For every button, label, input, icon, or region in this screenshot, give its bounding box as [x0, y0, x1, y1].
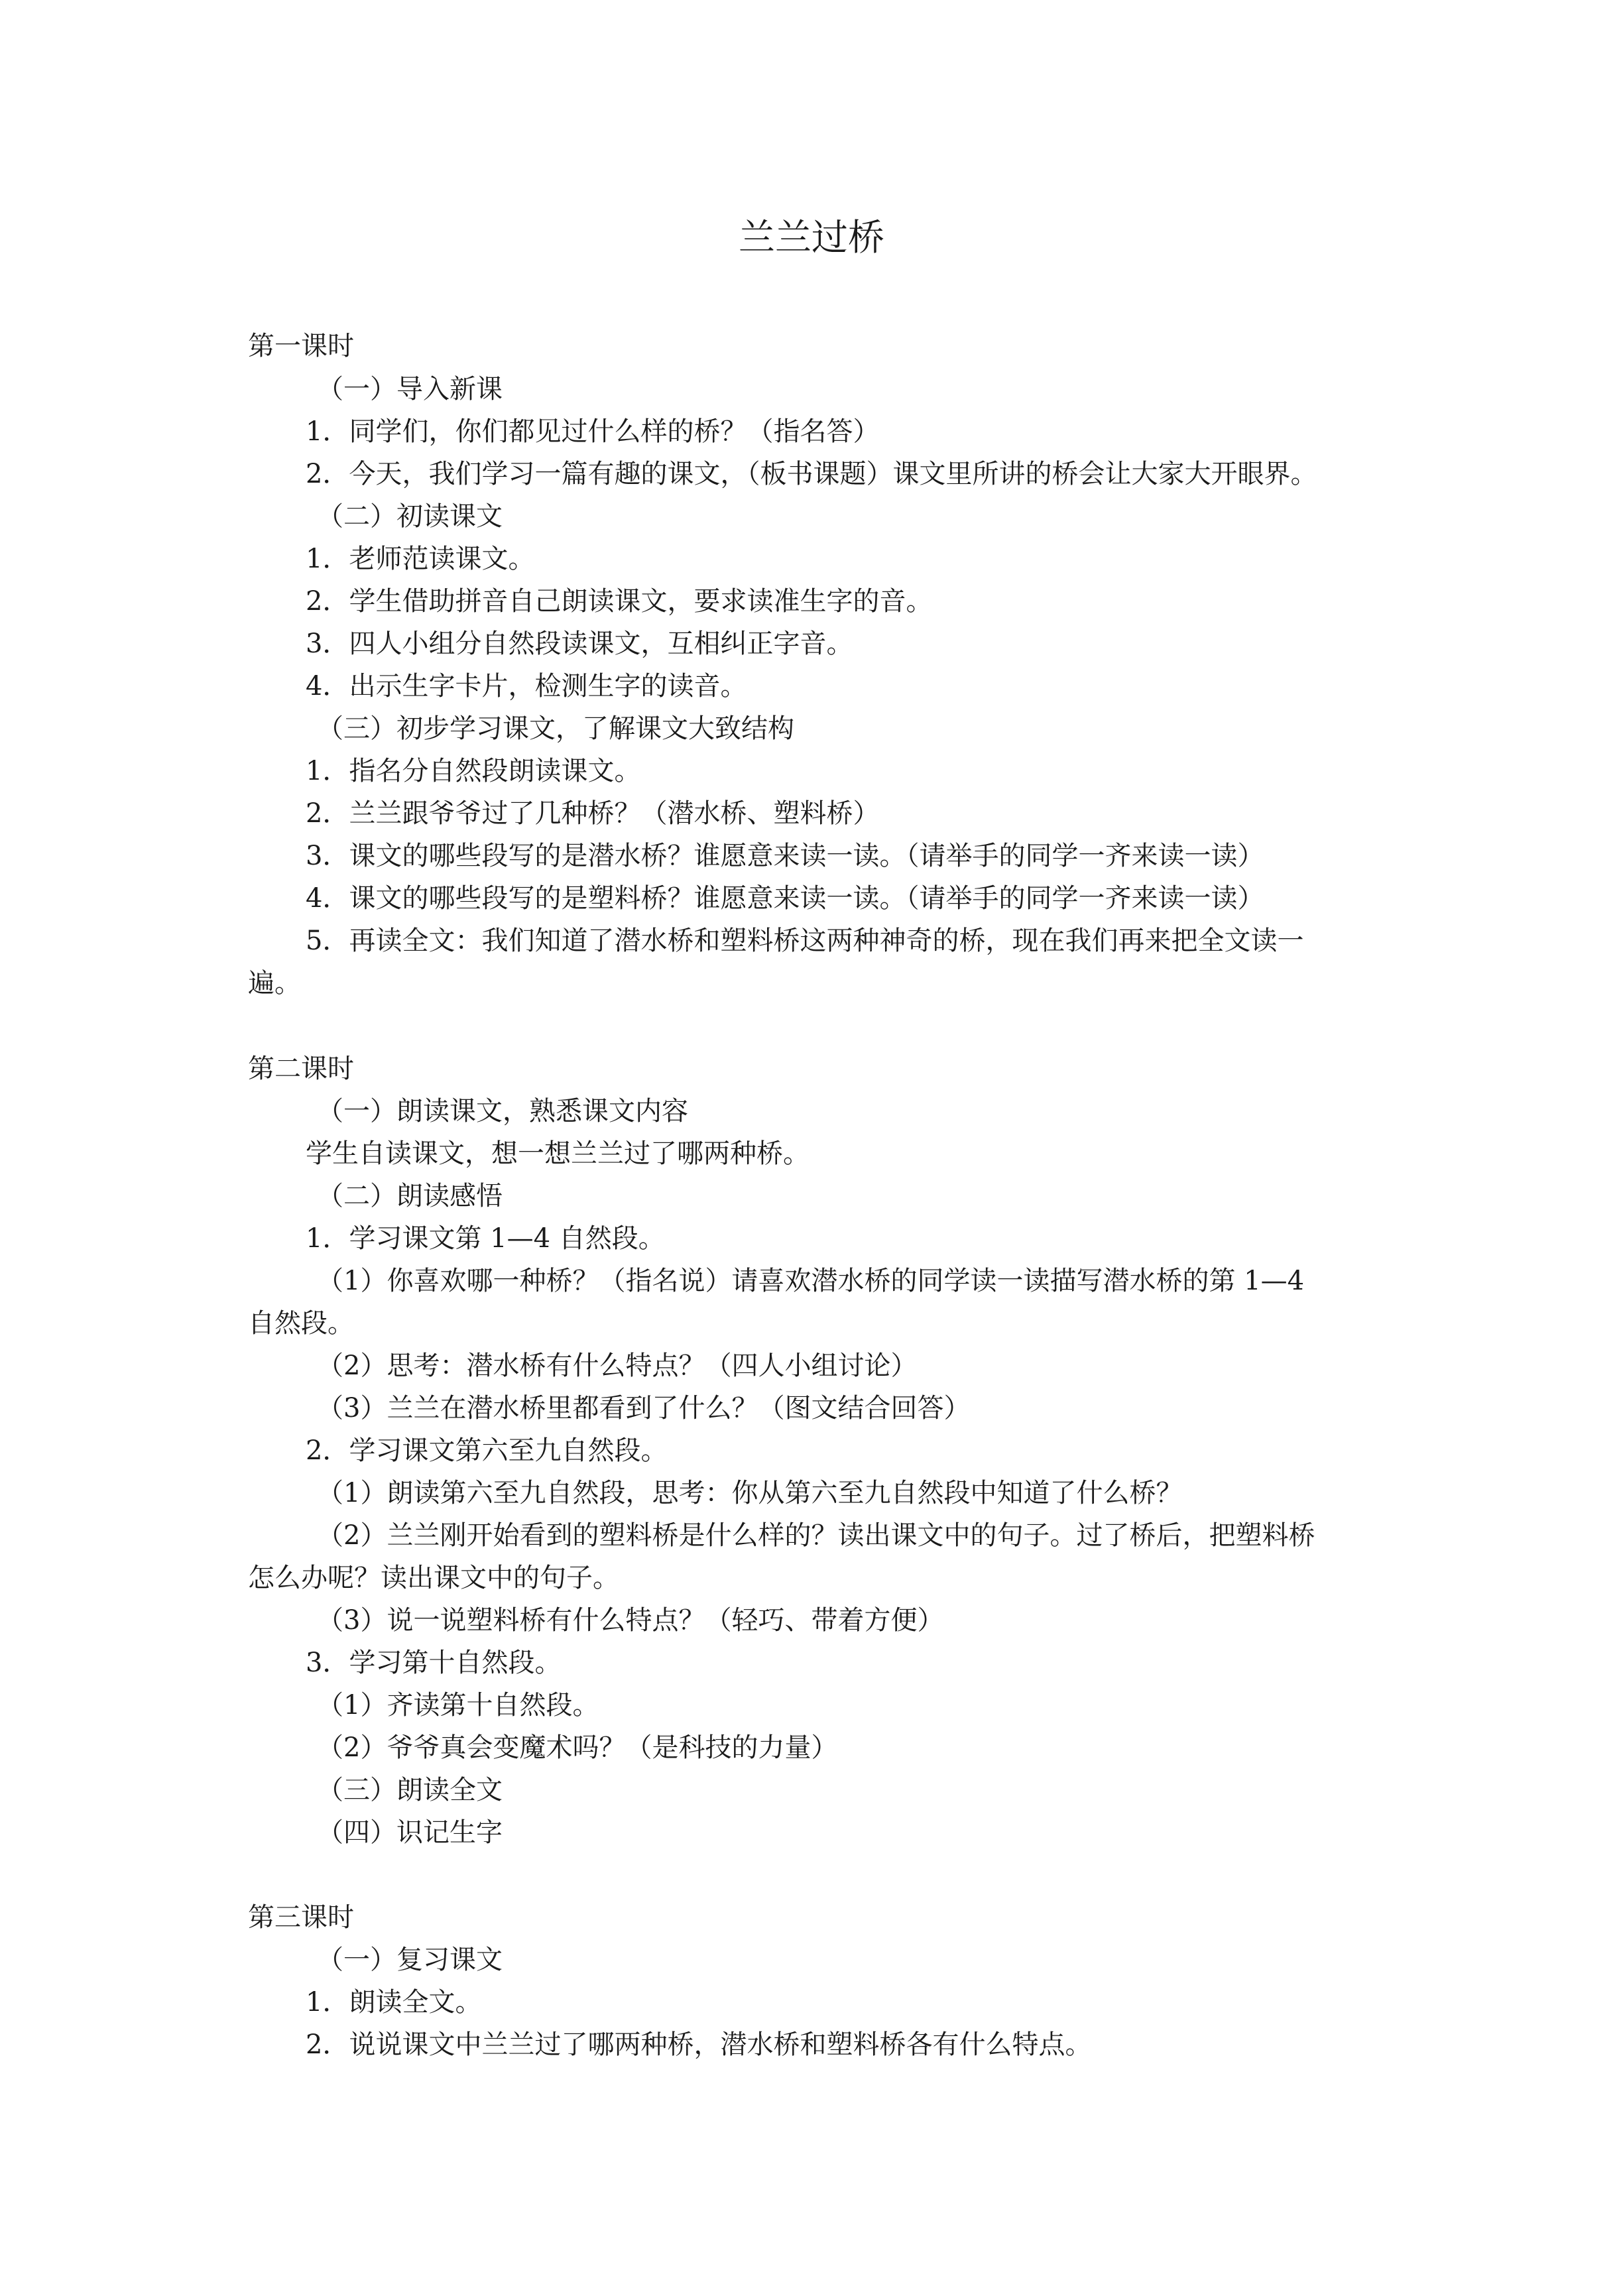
paragraph-line: 2．兰兰跟爷爷过了几种桥？（潜水桥、塑料桥） — [306, 798, 880, 829]
paragraph-line: （四）识记生字 — [317, 1817, 503, 1848]
paragraph-line: 1．朗读全文。 — [306, 1987, 482, 2018]
paragraph-line: 2．今天，我们学习一篇有趣的课文，（板书课题）课文里所讲的桥会让大家大开眼界。 — [306, 459, 1317, 489]
paragraph-line: 2．学生借助拼音自己朗读课文，要求读准生字的音。 — [306, 586, 933, 617]
paragraph-line: （2）爷爷真会变魔术吗？（是科技的力量） — [317, 1732, 838, 1763]
paragraph-line: 3．四人小组分自然段读课文，互相纠正字音。 — [306, 629, 853, 659]
paragraph-line: 1．老师范读课文。 — [306, 544, 535, 574]
paragraph-line: （三）朗读全文 — [317, 1775, 503, 1805]
paragraph-line: 4．出示生字卡片，检测生字的读音。 — [306, 671, 747, 701]
paragraph-line: （一）朗读课文，熟悉课文内容 — [317, 1096, 688, 1126]
paragraph-line: 学生自读课文，想一想兰兰过了哪两种桥。 — [306, 1138, 810, 1169]
section-heading: 第二课时 — [248, 1054, 354, 1084]
paragraph-line: （一）导入新课 — [317, 374, 503, 404]
paragraph-line: （1）你喜欢哪一种桥？（指名说）请喜欢潜水桥的同学读一读描写潜水桥的第 1—4 — [317, 1266, 1305, 1296]
paragraph-line: （2）思考：潜水桥有什么特点？（四人小组讨论） — [317, 1351, 918, 1381]
paragraph-line: 2．说说课文中兰兰过了哪两种桥，潜水桥和塑料桥各有什么特点。 — [306, 2029, 1092, 2060]
paragraph-line: （三）初步学习课文，了解课文大致结构 — [317, 713, 794, 744]
paragraph-line: （3）说一说塑料桥有什么特点？（轻巧、带着方便） — [317, 1605, 944, 1636]
paragraph-line: 怎么办呢？读出课文中的句子。 — [248, 1563, 619, 1593]
paragraph-line: 3．学习第十自然段。 — [306, 1648, 562, 1678]
paragraph-line: 2．学习课文第六至九自然段。 — [306, 1435, 668, 1466]
paragraph-line: （1）朗读第六至九自然段，思考：你从第六至九自然段中知道了什么桥？ — [317, 1478, 1183, 1508]
paragraph-line: （3）兰兰在潜水桥里都看到了什么？（图文结合回答） — [317, 1393, 971, 1423]
paragraph-line: 3．课文的哪些段写的是潜水桥？谁愿意来读一读。（请举手的同学一齐来读一读） — [306, 841, 1264, 871]
section-heading: 第一课时 — [248, 331, 354, 361]
section-heading: 第三课时 — [248, 1902, 354, 1933]
paragraph-line: 遍。 — [248, 968, 301, 998]
paragraph-line: （一）复习课文 — [317, 1945, 503, 1975]
paragraph-line: 4．课文的哪些段写的是塑料桥？谁愿意来读一读。（请举手的同学一齐来读一读） — [306, 883, 1264, 914]
page-title: 兰兰过桥 — [738, 216, 884, 259]
paragraph-line: 1．学习课文第 1—4 自然段。 — [306, 1223, 665, 1254]
paragraph-line: 1．指名分自然段朗读课文。 — [306, 756, 641, 786]
paragraph-line: 5．再读全文：我们知道了潜水桥和塑料桥这两种神奇的桥，现在我们再来把全文读一 — [306, 926, 1304, 956]
paragraph-line: 1．同学们，你们都见过什么样的桥？（指名答） — [306, 416, 880, 447]
paragraph-line: （二）朗读感悟 — [317, 1181, 503, 1211]
paragraph-line: （二）初读课文 — [317, 501, 503, 532]
paragraph-line: （1）齐读第十自然段。 — [317, 1690, 599, 1721]
paragraph-line: 自然段。 — [248, 1308, 354, 1339]
paragraph-line: （2）兰兰刚开始看到的塑料桥是什么样的？读出课文中的句子。过了桥后，把塑料桥 — [317, 1520, 1315, 1551]
